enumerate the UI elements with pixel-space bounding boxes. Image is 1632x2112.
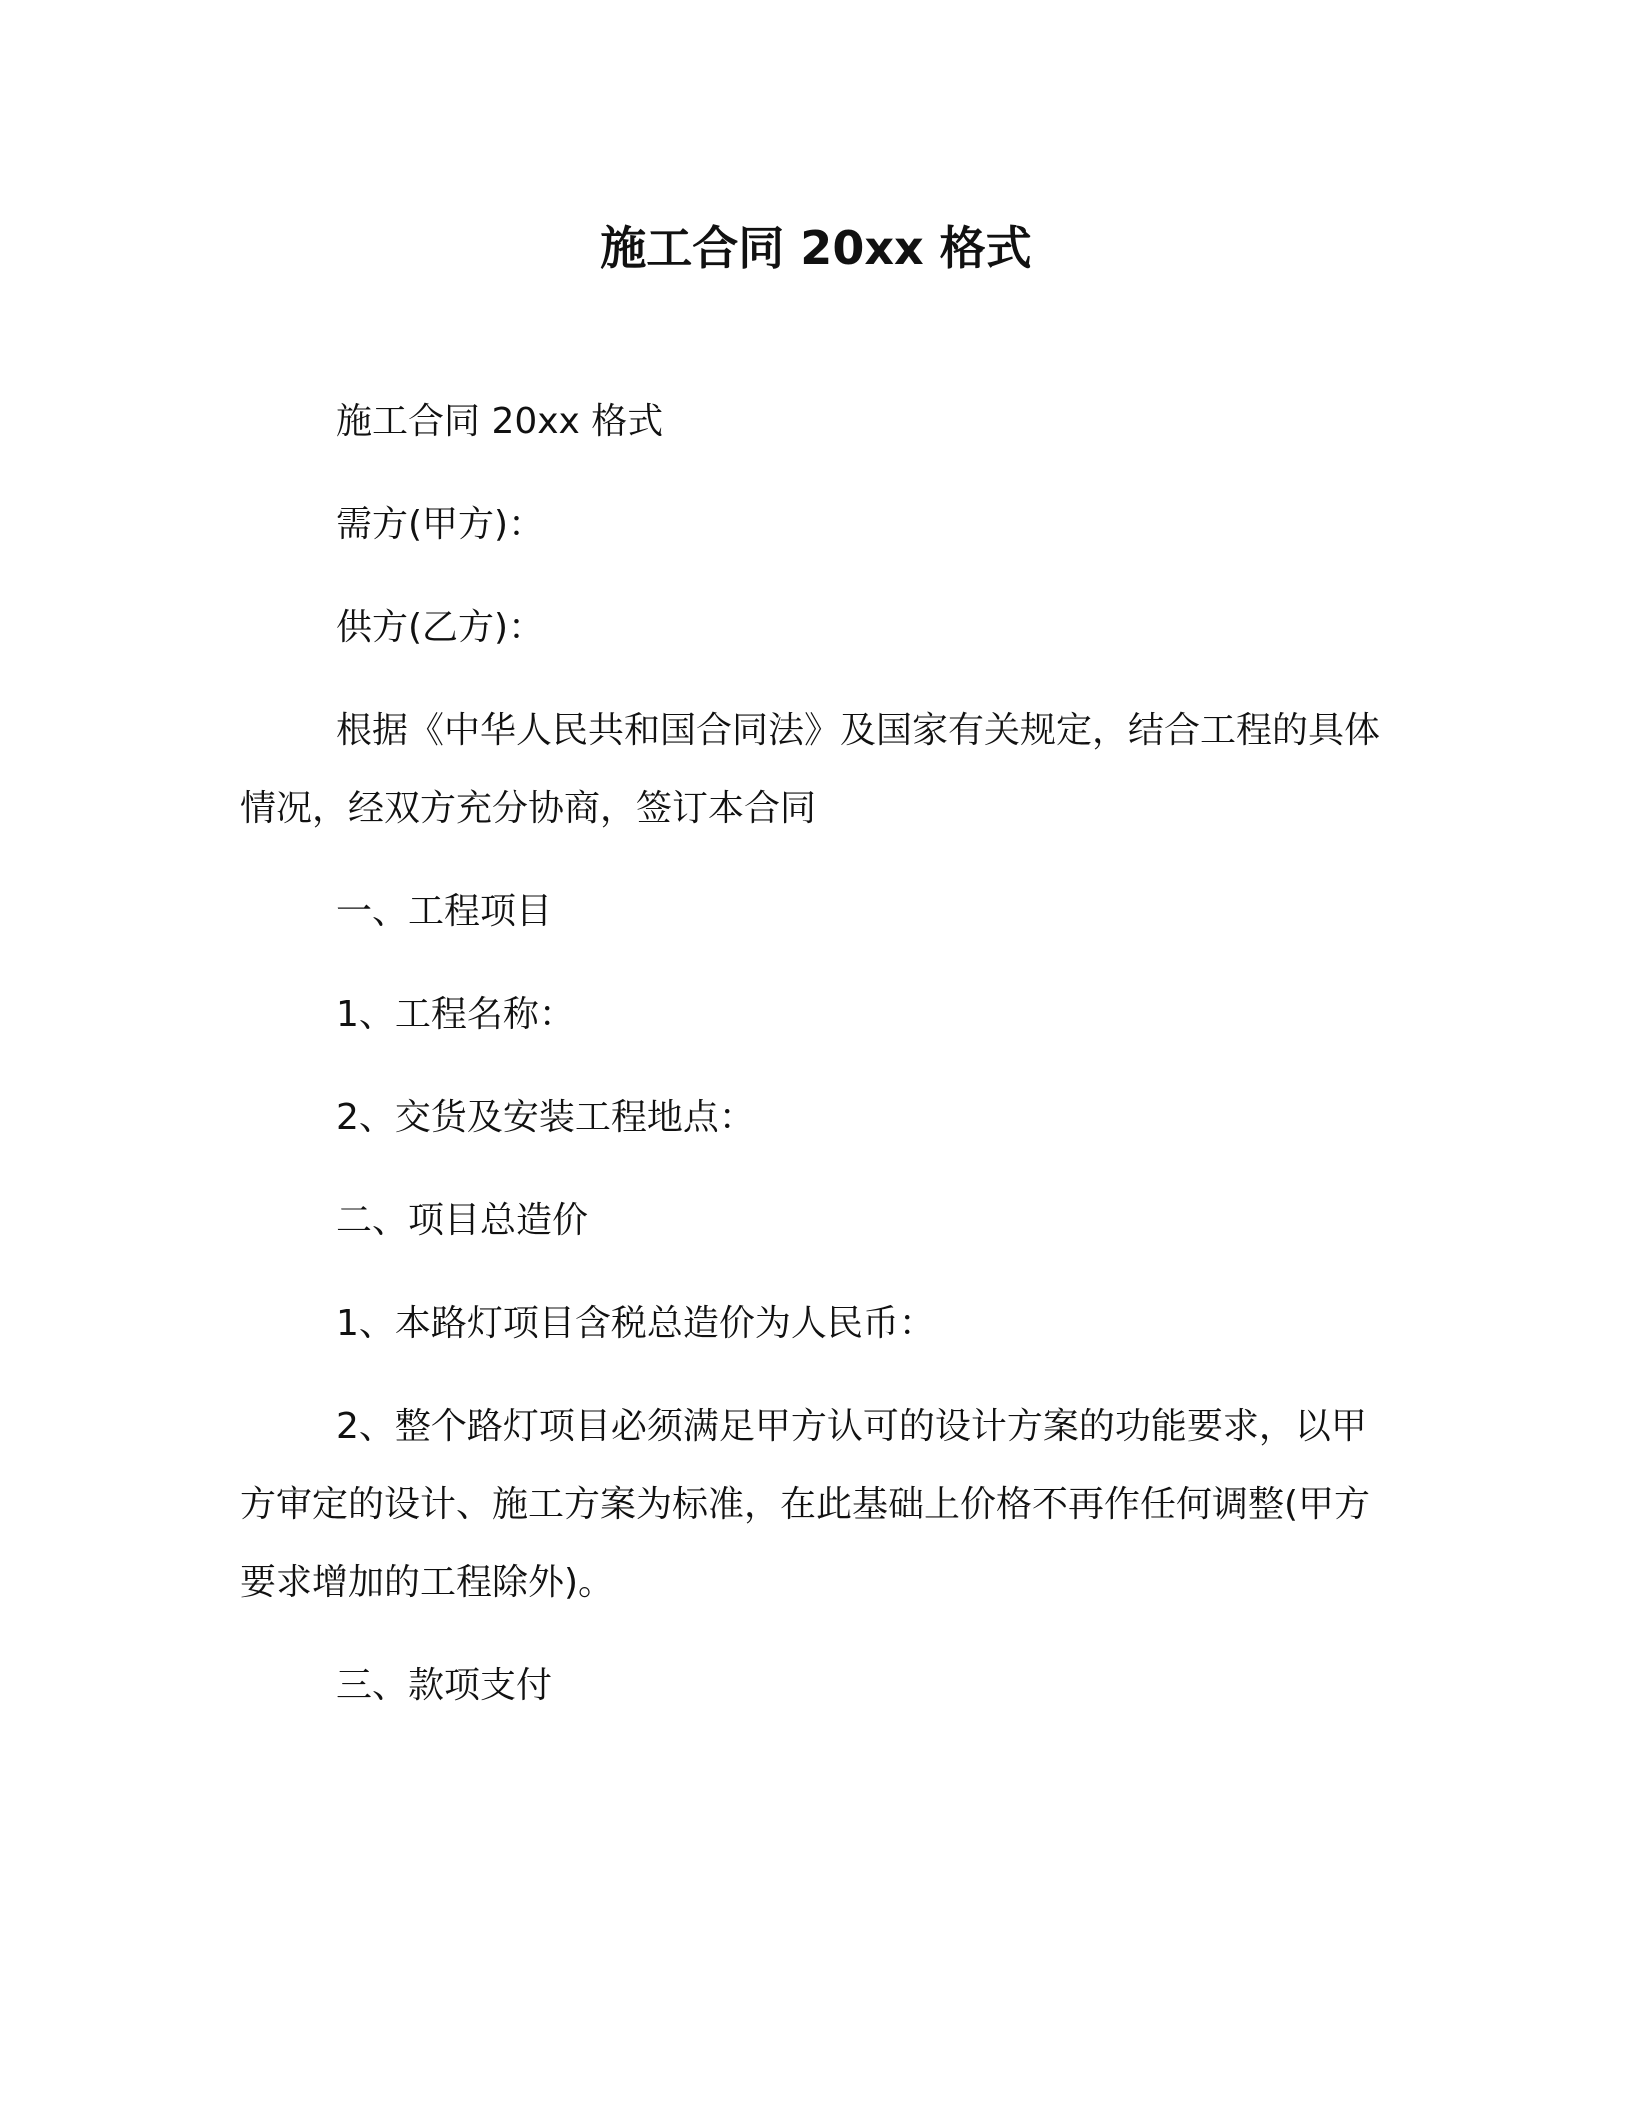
paragraph-preamble: 根据《中华人民共和国合同法》及国家有关规定，结合工程的具体情况，经双方充分协商，签订本合同 [240,710,1381,829]
paragraph-design-requirements: 2、整个路灯项目必须满足甲方认可的设计方案的功能要求，以甲方审定的设计、施工方案为标准，在此基础上价格不再作任何调整(甲方要求增加的工程除外)。 [240,1406,1371,1603]
paragraph-total-price: 1、本路灯项目含税总造价为人民币： [336,1303,935,1344]
document-title: 施工合同 20xx 格式 [600,221,1032,275]
paragraph-party-b: 供方(乙方)： [336,607,545,648]
paragraph-delivery-location: 2、交货及安装工程地点： [336,1097,755,1138]
section-heading-total-cost: 二、项目总造价 [336,1200,589,1241]
section-heading-payment: 三、款项支付 [336,1665,553,1706]
paragraph-subtitle: 施工合同 20xx 格式 [336,401,664,442]
paragraph-project-name: 1、工程名称： [336,994,575,1035]
paragraph-party-a: 需方(甲方)： [336,504,545,545]
section-heading-project: 一、工程项目 [336,891,553,932]
